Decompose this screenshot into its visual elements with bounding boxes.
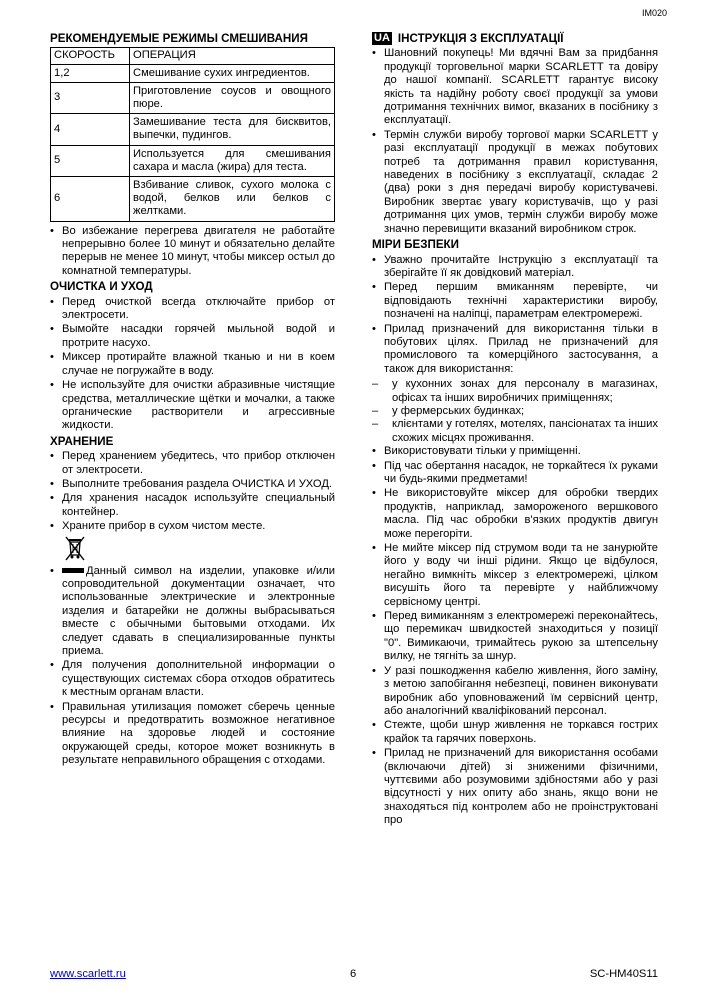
website-link[interactable]: www.scarlett.ru: [50, 968, 126, 980]
table-row: [51, 114, 335, 145]
operation-column-header: ОПЕРАЦИЯ: [130, 48, 335, 64]
list-item: • Перед очисткой всегда отключайте прибор от электросети.: [50, 296, 335, 323]
list-item: • У разі пошкодження кабелю живлення, його заміну, з метою запобігання небезпеці, повинен виконувати виробник або уповноважений їм сервісний центр, або аналогічний кваліфікований персонал.: [372, 665, 658, 719]
speed-cell: 6: [51, 177, 130, 222]
list-item: • Під час обертання насадок, не торкайтеся їх руками чи будь-якими предметами!: [372, 460, 658, 487]
operation-cell: Замешивание теста для бисквитов, выпечки, пудингов.: [130, 114, 335, 145]
black-bar-icon: [62, 568, 84, 573]
list-item: • Выполните требования раздела ОЧИСТКА И УХОД.: [50, 478, 335, 491]
list-item: • Перед вимиканням з електромережі переконайтесь, що перемикач швидкостей знаходиться у позиції "0". Вимикаючи, тримайтесь рукою за штепсельну вилку, не тягніть за шнур.: [372, 610, 658, 664]
disposal-text: Данный символ на изделии, упаковке и/или сопроводительной документации означает, что использованные электрические и электронные изделия и батарейки не должны выбрасываться вместе с обычными бытовыми отходами. Их следует сдавать в специализированные пункты приема.: [62, 564, 335, 658]
table-row: [51, 145, 335, 176]
list-item: • Перед хранением убедитесь, что прибор отключен от электросети.: [50, 450, 335, 477]
document-code: IM020: [641, 8, 667, 18]
list-item: • Не використовуйте міксер для обробки твердих продуктів, наприклад, замороженого вершкового масла. Під час обробки в'язких продуктів двигун може перегоріти.: [372, 487, 658, 541]
intro-list: [372, 47, 658, 236]
modes-title: РЕКОМЕНДУЕМЫЕ РЕЖИМЫ СМЕШИВАНИЯ: [50, 32, 308, 45]
instruction-title: ІНСТРУКЦІЯ З ЕКСПЛУАТАЦІЇ: [397, 32, 564, 45]
table-row: [51, 177, 335, 222]
list-item: • Прилад призначений для використання тільки в побутових цілях. Прилад не призначений для промислового та комерційного застосування, а також для використання:: [372, 323, 658, 377]
list-item: • Для получения дополнительной информации о существующих системах сбора отходов обратитесь к местным органам власти.: [50, 659, 335, 699]
cleaning-title: ОЧИСТКА И УХОД: [50, 280, 153, 294]
list-item: – у кухонних зонах для персоналу в магазинах, офісах та інших виробничих приміщеннях;: [372, 378, 658, 405]
list-item: • Уважно прочитайте Інструкцію з експлуатації та зберігайте її як довідковий матеріал.: [372, 254, 658, 281]
list-item: – клієнтами у готелях, мотелях, пансіонатах та інших схожих місцях проживання.: [372, 418, 658, 445]
operation-cell: Приготовление соусов и овощного пюре.: [130, 82, 335, 113]
disposal-list: [50, 565, 335, 768]
list-item: • Термін служби виробу торгової марки SCARLETT у разі експлуатації продукції в межах побутових потреб та дотримання правил користування, наведених в посібнику з експлуатації, складає 2 (два) роки з дня передачі виробу користувачеві. Виробник звертає увагу користувачів, що у разі дотримання цих умов, термін служби виробу може значно перевищити вказаний виробником строк.: [372, 129, 658, 236]
overheat-note: • Во избежание перегрева двигателя не работайте непрерывно более 10 минут и обязательно делайте перерыв не менее 10 минут, чтобы миксер остыл до комнатной температуры.: [50, 225, 335, 279]
list-item: • Не используйте для очистки абразивные чистящие средства, металлические щётки и мочалки, а также органические растворители и агрессивные жидкости.: [50, 379, 335, 433]
table-row: [51, 64, 335, 82]
operation-cell: Используется для смешивания сахара и масла (жира) для теста.: [130, 145, 335, 176]
list-item: – у фермерських будинках;: [372, 405, 658, 418]
table-row: [51, 82, 335, 113]
crossed-bin-icon: [64, 536, 86, 562]
list-item: • Перед першим вмиканням перевірте, чи відповідають технічні характеристики виробу, позначені на наліпці, параметрам електромережі.: [372, 281, 658, 321]
list-item: • Прилад не призначений для використання особами (включаючи дітей) зі зниженими фізичними, чуттєвими або розумовими здібностями або у разі відсутності у них опиту або знань, якщо вони не знаходяться під контролем або не проінструктовані про: [372, 747, 658, 827]
left-column: [50, 32, 335, 770]
storage-title: ХРАНЕНИЕ: [50, 434, 114, 448]
operation-cell: Смешивание сухих ингредиентов.: [130, 64, 335, 82]
usage-exclusions-list: [372, 378, 658, 445]
cleaning-list: [50, 296, 335, 433]
table-header-row: [51, 48, 335, 64]
speed-cell: 1,2: [51, 64, 130, 82]
list-item: • Правильная утилизация поможет сберечь ценные ресурсы и предотвратить возможное негативное влияние на здоровье людей и состояние окружающей среды, которое может возникнуть в результате неправильного обращения с отходами.: [50, 701, 335, 768]
list-item: • Миксер протирайте влажной тканью и ни в коем случае не погружайте в воду.: [50, 351, 335, 378]
safety-title: МІРИ БЕЗПЕКИ: [372, 238, 459, 252]
model-number: SC-HM40S11: [589, 968, 658, 980]
instruction-header: [372, 32, 658, 45]
operation-cell: Взбивание сливок, сухого молока с водой, белков или белков с желтками.: [130, 177, 335, 222]
list-item: • Стежте, щоби шнур живлення не торкався гострих крайок та гарячих поверхонь.: [372, 719, 658, 746]
list-item: • Храните прибор в сухом чистом месте.: [50, 520, 335, 533]
overheat-list: [50, 225, 335, 279]
right-column: [372, 32, 658, 830]
list-item: • Використовувати тільки у приміщенні.: [372, 445, 658, 458]
list-item: • Вымойте насадки горячей мыльной водой и протрите насухо.: [50, 323, 335, 350]
speed-cell: 3: [51, 82, 130, 113]
list-item: [50, 565, 335, 659]
safety-list-a: [372, 254, 658, 377]
speed-column-header: СКОРОСТЬ: [51, 48, 130, 64]
list-item: • Для хранения насадок используйте специальный контейнер.: [50, 492, 335, 519]
speed-cell: 5: [51, 145, 130, 176]
list-item: • Шановний покупець! Ми вдячні Вам за придбання продукції торговельної марки SCARLETT та довіру до нашої компанії. SCARLETT гарантує високу якість та надійну роботу своєї продукції за умови дотримання технічних вимог, вказаних в посібнику з експлуатації.: [372, 47, 658, 127]
safety-list-b: [372, 445, 658, 827]
storage-list: [50, 450, 335, 533]
mixing-modes-table: [50, 47, 335, 221]
page-number: 6: [350, 968, 357, 980]
list-item: • Не мийте міксер під струмом води та не занурюйте його у воду чи інші рідини. Якщо це відбулося, негайно вимкніть міксер з електромережі, цілком висушіть його та перевірте у найближчому сервісному центрі.: [372, 542, 658, 609]
speed-cell: 4: [51, 114, 130, 145]
language-badge: UA: [374, 32, 390, 45]
